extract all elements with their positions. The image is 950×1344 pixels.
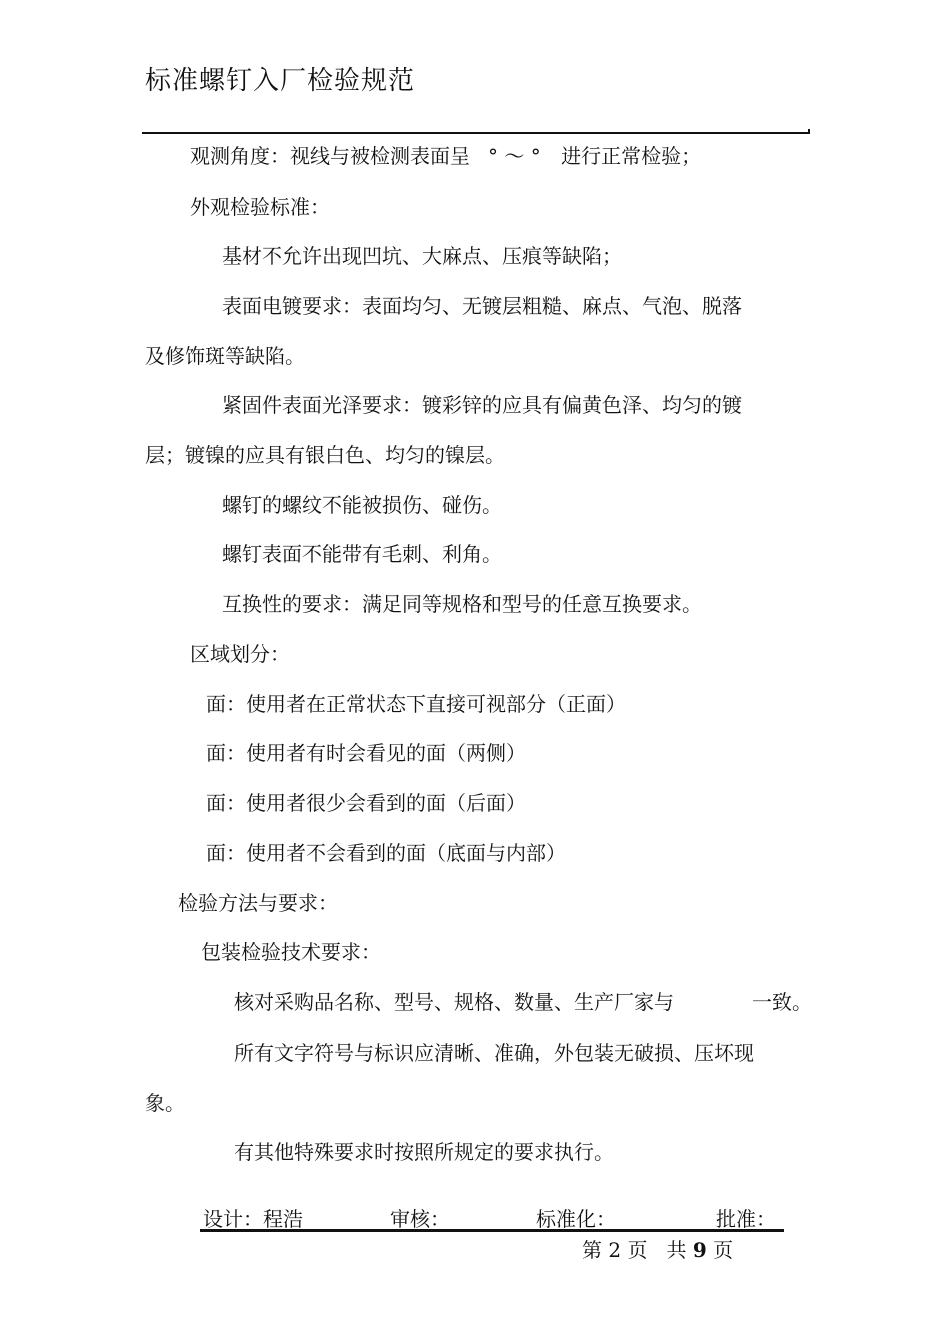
zone-item-c: 面：使用者很少会看到的面（后面） <box>206 791 526 815</box>
interchange-rule: 互换性的要求：满足同等规格和型号的任意互换要求。 <box>222 592 702 616</box>
degree-mark-1: ° <box>488 144 498 168</box>
plating-rule-line2: 及修饰斑等缺陷。 <box>145 344 305 368</box>
page-number <box>582 1234 733 1263</box>
observation-angle-line <box>190 142 701 170</box>
plating-rule-line1: 表面电镀要求：表面均匀、无镀层粗糙、麻点、气泡、脱落 <box>222 294 742 318</box>
page-prefix: 第 <box>582 1238 602 1262</box>
check-names-end: 一致。 <box>752 990 812 1014</box>
header-rule <box>142 132 810 134</box>
tilde-mark: ～ <box>504 144 525 168</box>
total-suffix: 页 <box>713 1238 734 1262</box>
observation-suffix: 进行正常检验； <box>561 144 702 168</box>
check-names-line <box>234 988 674 1016</box>
page-current: 2 <box>608 1238 622 1262</box>
footer-standardize: 标准化： <box>536 1207 616 1231</box>
gloss-rule-line1: 紧固件表面光泽要求：镀彩锌的应具有偏黄色泽、均匀的镀 <box>222 393 742 417</box>
footer-design: 设计：程浩 <box>203 1207 303 1231</box>
gloss-rule-line2: 层；镀镍的应具有银白色、均匀的镍层。 <box>145 443 505 467</box>
footer-approve: 批准： <box>716 1207 776 1231</box>
special-requirements: 有其他特殊要求时按照所规定的要求执行。 <box>234 1140 614 1164</box>
footer-rule <box>200 1229 784 1232</box>
footer-review: 审核： <box>390 1207 450 1231</box>
check-names-text: 核对采购品名称、型号、规格、数量、生产厂家与 <box>234 990 674 1014</box>
appearance-heading: 外观检验标准： <box>190 195 330 219</box>
zone-item-b: 面：使用者有时会看见的面（两侧） <box>206 741 526 765</box>
base-material-rule: 基材不允许出现凹坑、大麻点、压痕等缺陷； <box>222 244 622 268</box>
document-title: 标准螺钉入厂检验规范 <box>145 66 416 96</box>
packing-heading: 包装检验技术要求： <box>201 940 381 964</box>
zone-item-d: 面：使用者不会看到的面（底面与内部） <box>206 841 566 865</box>
page-mid: 页 <box>627 1238 648 1262</box>
text-clear-line2: 象。 <box>145 1091 185 1115</box>
observation-prefix: 观测角度：视线与被检测表面呈 <box>190 144 470 168</box>
total-prefix: 共 <box>666 1238 687 1262</box>
page-total: 9 <box>692 1238 707 1262</box>
method-heading: 检验方法与要求： <box>178 891 338 915</box>
text-clear-line1: 所有文字符号与标识应清晰、准确，外包装无破损、压坏现 <box>234 1041 754 1065</box>
zone-item-a: 面：使用者在正常状态下直接可视部分（正面） <box>206 692 626 716</box>
header-rule-tick <box>808 129 810 134</box>
burr-rule: 螺钉表面不能带有毛刺、利角。 <box>222 542 502 566</box>
degree-mark-2: ° <box>530 144 541 168</box>
thread-rule: 螺钉的螺纹不能被损伤、碰伤。 <box>222 493 502 517</box>
zone-heading: 区域划分： <box>190 642 290 666</box>
